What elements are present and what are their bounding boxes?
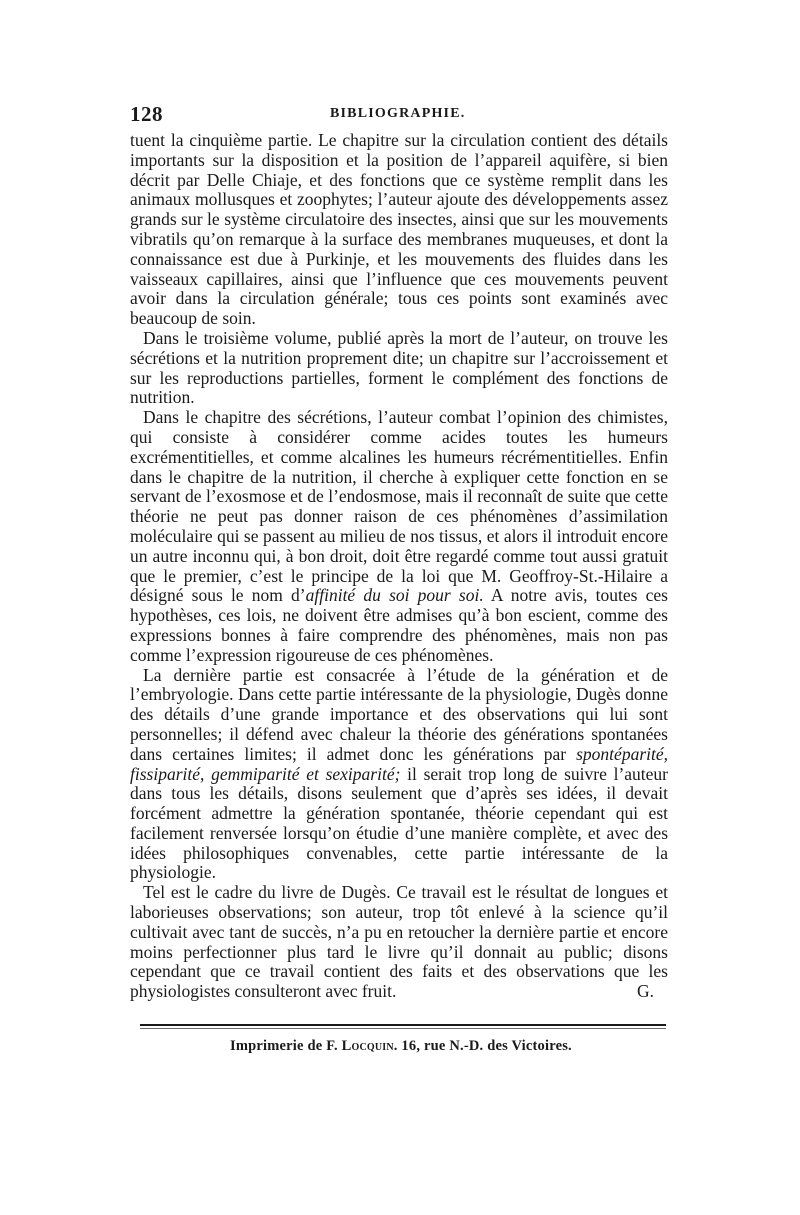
text-run: il serait trop long de suivre l’auteur dans tous les détails, disons seulement que d’après ses idées, il devait forcément admettre la génération spontanée, théorie cependant qui est facilement renversée lorsqu’on étudie d’une manière complète, et avec des idées philosophiques convenables, cette partie intéressante de la physiologie. — [130, 763, 669, 883]
signature: G. — [636, 981, 654, 1002]
paragraph — [130, 883, 668, 1002]
text-run: La dernière partie est consacrée à l’étude de la génération et de l’embryologie. Dans cette partie intéressante de la physiologie, Dugès donne des détails d’une grande importance et des observations qui lui sont personnelles; il défend avec chaleur la théorie des générations spontanées dans certaines limites; il admet donc les générations par — [130, 664, 668, 764]
text-run: Dans le chapitre des sécrétions, l’auteur combat l’opinion des chimistes, qui consiste à considérer comme acides toutes les humeurs excrémentitielles, et comme alcalines les humeurs récrémentitielles. Enfin dans le chapitre de la nutrition, il cherche à expliquer cette fonction en se servant de l’exosmose et de l’endosmose, mais il reconnaît de suite que cette théorie ne peut pas donner raison de ces phénomènes d’assimilation moléculaire qui se passent au milieu de nos tissus, et alors il introduit encore un autre inconnu qui, à bon droit, doit être regardé comme tout aussi gratuit que le premier, c’est le principe de la loi que M. Geoffroy-St.-Hilaire a désigné sous le nom d’ — [130, 407, 668, 606]
imprint-prefix: Imprimerie de F. — [230, 1038, 342, 1054]
imprint-suffix: . 16, rue N.-D. des Victoires. — [393, 1038, 572, 1054]
text-run: A notre avis, toutes ces hypothèses, ces lois, ne doivent être admises qu’à bon escient, comme des expressions bonnes à faire comprendre des phénomènes, mais non pas comme l’expression rigoureuse de ces phénomènes. — [130, 585, 668, 665]
paragraph — [130, 131, 668, 329]
page-number: 128 — [130, 102, 163, 126]
footer-rule — [140, 1024, 666, 1026]
running-title: BIBLIOGRAPHIE. — [330, 106, 466, 121]
italic-text: affinité du soi pour soi. — [305, 585, 484, 606]
body-text — [130, 131, 668, 1002]
footer-rule-thin — [140, 1028, 666, 1029]
imprint-name: Locquin — [341, 1038, 394, 1054]
paragraph — [130, 666, 668, 884]
text-run: Tel est le cadre du livre de Dugès. Ce travail est le résultat de longues et laborieuses observations; son auteur, trop tôt enlevé à la science qu’il cultivait avec tant de succès, n’a pu en retoucher la dernière partie et encore moins perfectionner plus tard le livre qu’il donnait au public; disons cependant que ce travail contient des faits et des observations que les physiologistes consulteront avec fruit. — [130, 882, 668, 1002]
paragraph — [130, 329, 668, 408]
page-header — [130, 102, 666, 126]
imprint-line — [230, 1038, 572, 1055]
italic-text: spontéparité, fissiparité, gemmiparité et sexiparité; — [130, 743, 668, 784]
text-run: Dans le troisième volume, publié après la mort de l’auteur, on trouve les sécrétions et la nutrition proprement dite; un chapitre sur l’accroissement et sur les reproductions partielles, forment le complément des fonctions de nutrition. — [130, 327, 668, 408]
text-run: tuent la cinquième partie. Le chapitre sur la circulation contient des détails importants sur la disposition et la position de l’appareil aquifère, si bien décrit par Delle Chiaje, et des fonctions que ce système remplit dans les animaux mollusques et zoophytes; l’auteur ajoute des développements assez grands sur le système circulatoire des insectes, ainsi que sur les mouvements vibratils qu’on remarque à la surface des membranes muqueuses, et dont la connaissance est due à Purkinje, et les mouvements des fluides dans les vaisseaux capillaires, ainsi que l’influence que ces mouvements peuvent avoir dans la circulation générale; tous ces points sont examinés avec beaucoup de soin. — [130, 130, 668, 329]
paragraph — [130, 408, 668, 665]
